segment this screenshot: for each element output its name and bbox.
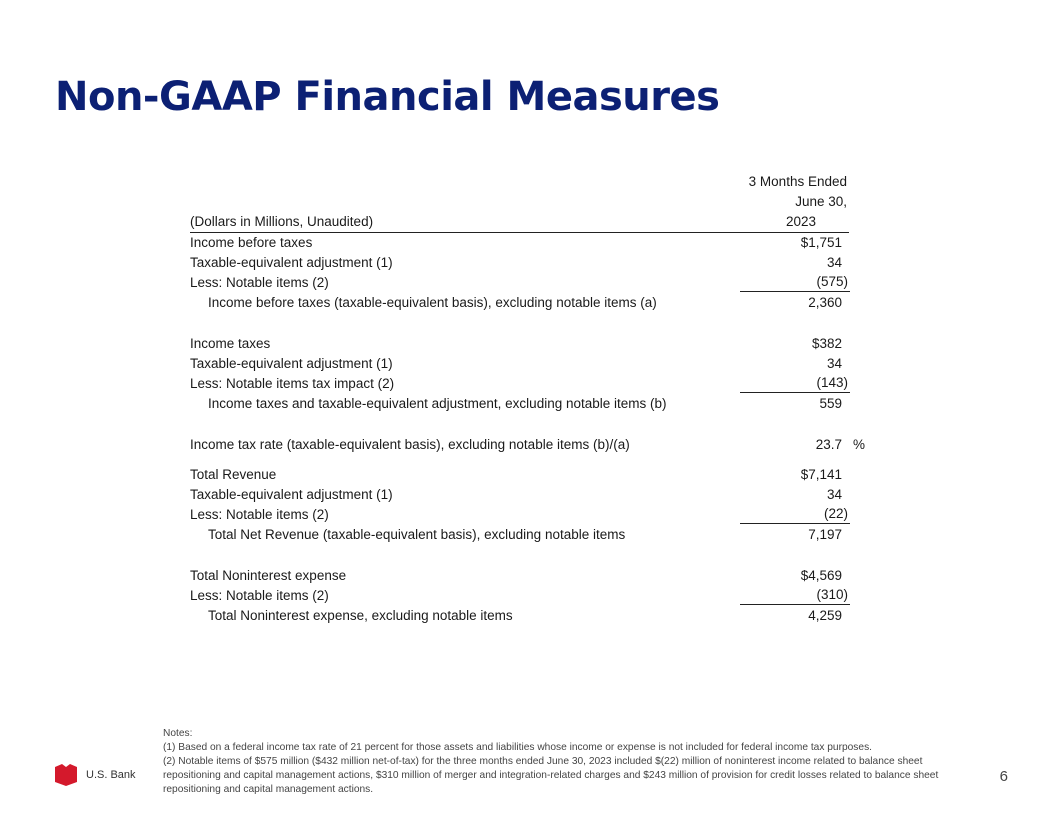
row-label: Total Noninterest expense, excluding notable items [208, 608, 513, 623]
row-value: 559 [819, 396, 842, 411]
table-row [190, 465, 880, 485]
row-label: Taxable-equivalent adjustment (1) [190, 356, 393, 371]
page-title: Non-GAAP Financial Measures [55, 74, 720, 120]
table-row [190, 505, 880, 525]
row-label: Income taxes and taxable-equivalent adjustment, excluding notable items (b) [208, 396, 667, 411]
table-row [190, 566, 880, 586]
row-value: $1,751 [800, 235, 842, 250]
table-header-period-1 [190, 172, 880, 192]
table-row-subtotal [190, 525, 880, 545]
row-label: Less: Notable items (2) [190, 507, 329, 522]
row-label: Less: Notable items (2) [190, 588, 329, 603]
table-header-row [190, 212, 849, 233]
row-label: Income before taxes (taxable-equivalent basis), excluding notable items (a) [208, 295, 657, 310]
row-value: $4,569 [800, 568, 842, 583]
usbank-logo [54, 764, 136, 786]
table-row [190, 485, 880, 505]
table-row-subtotal [190, 394, 880, 414]
row-label: Less: Notable items tax impact (2) [190, 376, 395, 391]
row-value: 2,360 [808, 295, 842, 310]
row-label: Income taxes [190, 336, 271, 351]
row-value: 23.7 [815, 437, 842, 452]
table-header-period-2 [190, 192, 880, 212]
row-label: Taxable-equivalent adjustment (1) [190, 255, 393, 270]
table-row-tax-rate [190, 435, 880, 455]
row-value: $7,141 [800, 467, 842, 482]
row-value: 7,197 [808, 527, 842, 542]
period-line-2: June 30, [795, 194, 847, 209]
table-row [190, 253, 880, 273]
shield-icon [54, 764, 78, 786]
period-line-1: 3 Months Ended [748, 174, 847, 189]
row-value: 34 [826, 487, 842, 502]
table-row [190, 273, 880, 293]
row-label: Total Noninterest expense [190, 568, 347, 583]
row-value: 34 [826, 356, 842, 371]
table-row-subtotal [190, 606, 880, 626]
table-row [190, 354, 880, 374]
table-row [190, 334, 880, 354]
financial-table [190, 172, 880, 626]
table-row [190, 233, 880, 253]
table-row [190, 374, 880, 394]
year-label: 2023 [785, 214, 816, 229]
row-label: Taxable-equivalent adjustment (1) [190, 487, 393, 502]
row-value: $382 [811, 336, 842, 351]
units-label: (Dollars in Millions, Unaudited) [190, 214, 374, 229]
row-label: Total Revenue [190, 467, 277, 482]
row-label: Less: Notable items (2) [190, 275, 329, 290]
row-value: 4,259 [808, 608, 842, 623]
row-value: (310) [740, 586, 850, 605]
logo-text: U.S. Bank [86, 769, 136, 781]
percent-unit: % [852, 437, 865, 452]
row-value: (22) [740, 505, 850, 524]
row-value: (143) [740, 374, 850, 393]
page-number: 6 [999, 768, 1008, 785]
row-label: Total Net Revenue (taxable-equivalent basis), excluding notable items [208, 527, 626, 542]
row-value: (575) [740, 273, 850, 292]
row-label: Income tax rate (taxable-equivalent basis), excluding notable items (b)/(a) [190, 437, 630, 452]
footnotes [163, 727, 963, 797]
note-1: (1) Based on a federal income tax rate of 21 percent for those assets and liabilities whose income or expense is not included for federal income tax purposes. [163, 742, 872, 753]
notes-heading: Notes: [163, 728, 193, 739]
table-row [190, 586, 880, 606]
table-row-subtotal [190, 293, 880, 313]
note-2: (2) Notable items of $575 million ($432 million net-of-tax) for the three months ended June 30, 2023 included $(22) million of noninterest income related to balance sheet repositioning and capital management actions, $310 million of merger and integration-related charges and $243 million of provision for credit losses related to balance sheet repositioning and capital management actions. [163, 756, 939, 795]
row-value: 34 [826, 255, 842, 270]
row-label: Income before taxes [190, 235, 313, 250]
